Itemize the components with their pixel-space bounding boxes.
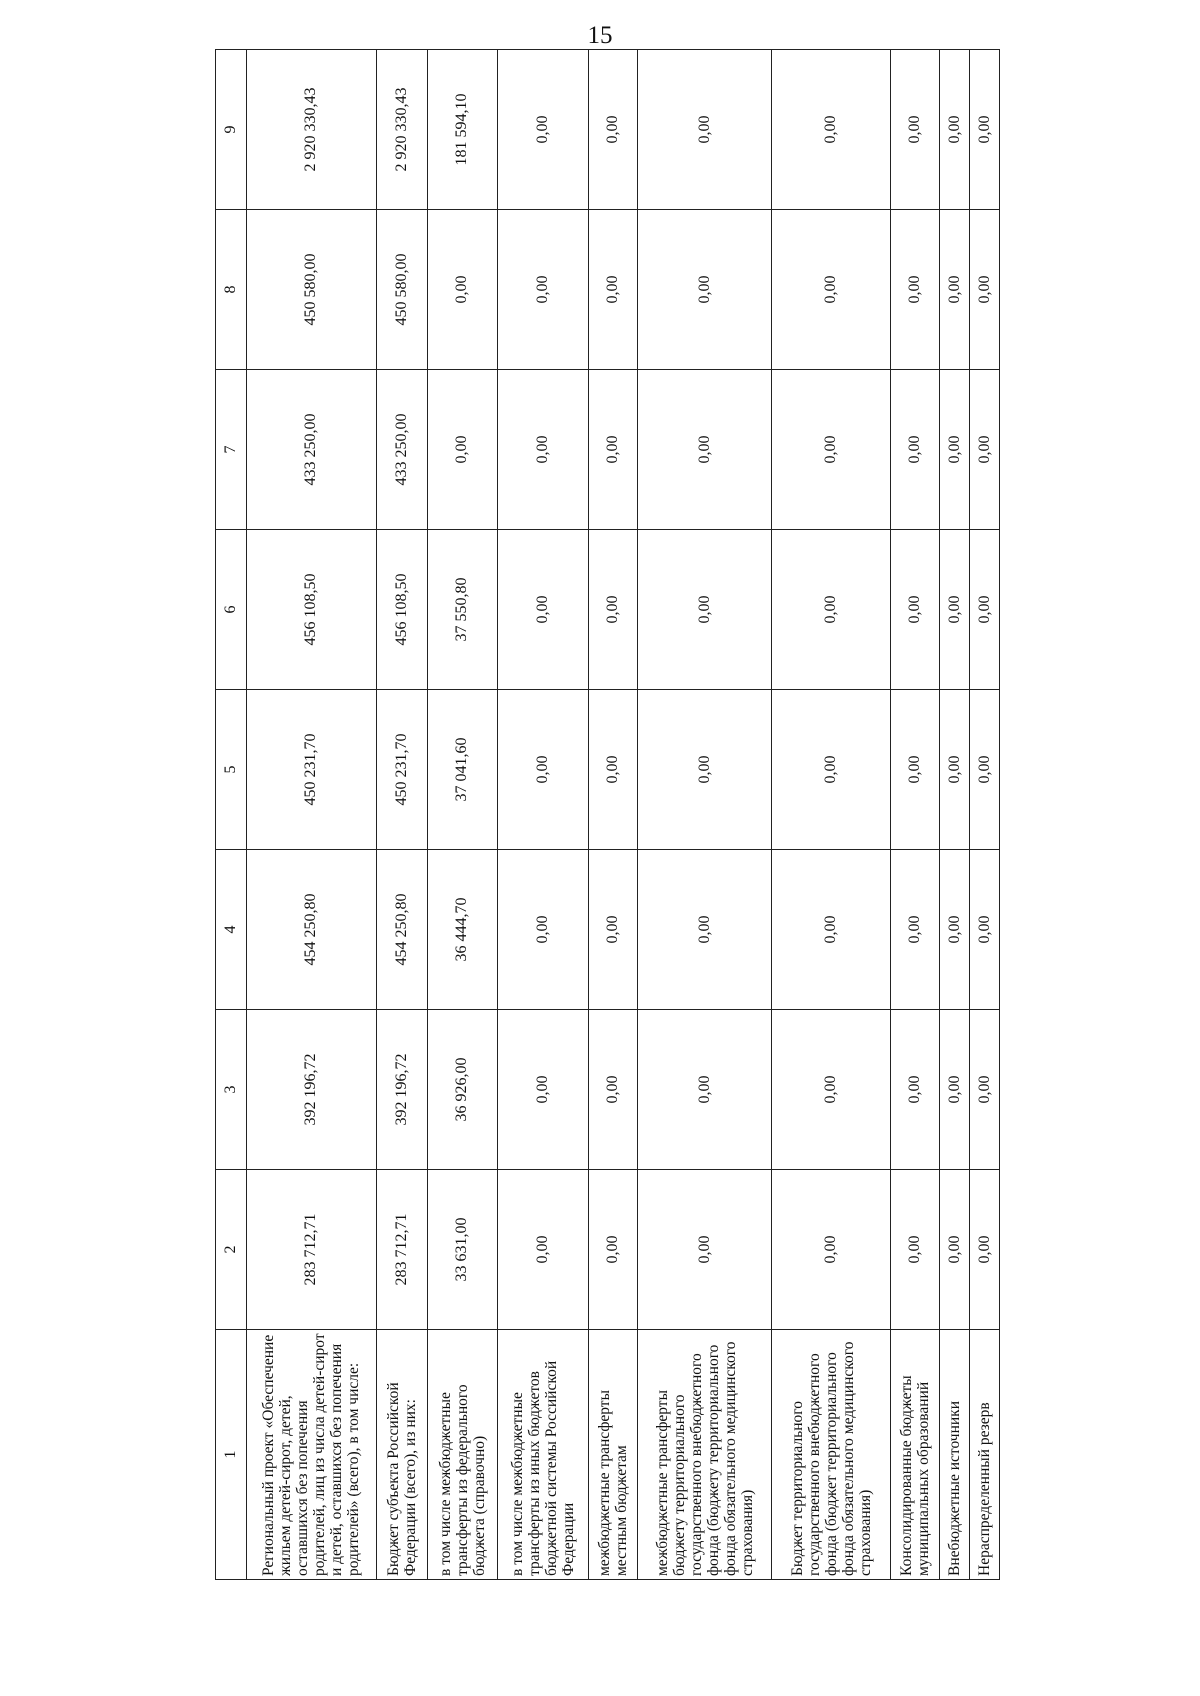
row-label: межбюджетные трансферты местным бюджетам (589, 1330, 638, 1580)
table-cell: 33 631,00 (427, 1170, 497, 1330)
table-cell: 0,00 (970, 370, 1000, 530)
row-label: Региональный проект «Обеспечение жильем детей-сирот, детей, оставшихся без попечения родителей, лиц из числа детей-сирот и детей, оставшихся без попечения родителей» (всего), в том числе: (247, 1330, 377, 1580)
column-header: 7 (216, 370, 247, 530)
table-cell: 181 594,10 (427, 50, 497, 210)
table-cell: 0,00 (589, 690, 638, 850)
table-cell: 0,00 (497, 1010, 588, 1170)
table-cell: 0,00 (427, 370, 497, 530)
table-cell: 0,00 (772, 1170, 891, 1330)
table-row (970, 50, 1000, 1580)
table-cell: 454 250,80 (376, 850, 427, 1010)
table-cell: 0,00 (638, 1170, 772, 1330)
table-cell: 0,00 (638, 690, 772, 850)
table-cell: 0,00 (891, 530, 940, 690)
table-cell: 450 580,00 (376, 210, 427, 370)
rotated-table-container (215, 50, 1000, 1580)
column-header: 1 (216, 1330, 247, 1580)
column-header: 6 (216, 530, 247, 690)
table-cell: 456 108,50 (376, 530, 427, 690)
table-cell: 0,00 (970, 530, 1000, 690)
table-cell: 0,00 (891, 1170, 940, 1330)
table-row (376, 50, 427, 1580)
column-header: 9 (216, 50, 247, 210)
table-row (497, 50, 588, 1580)
page-number: 15 (587, 22, 613, 49)
table-cell: 454 250,80 (247, 850, 377, 1010)
table-cell: 36 926,00 (427, 1010, 497, 1170)
table-cell: 0,00 (497, 370, 588, 530)
table-cell: 0,00 (589, 1010, 638, 1170)
table-cell: 0,00 (940, 210, 970, 370)
row-label: Внебюджетные источники (940, 1330, 970, 1580)
table-cell: 0,00 (772, 1010, 891, 1170)
table-cell: 450 231,70 (247, 690, 377, 850)
table-cell: 0,00 (772, 530, 891, 690)
table-row (772, 50, 891, 1580)
column-header: 4 (216, 850, 247, 1010)
table-cell: 0,00 (940, 370, 970, 530)
budget-table (215, 49, 1000, 1580)
table-row (891, 50, 940, 1580)
table-header-row (216, 50, 247, 1580)
table-cell: 0,00 (638, 210, 772, 370)
table-cell: 283 712,71 (247, 1170, 377, 1330)
row-label: Бюджет субъекта Российской Федерации (всего), из них: (376, 1330, 427, 1580)
table-cell: 433 250,00 (376, 370, 427, 530)
table-cell: 0,00 (497, 690, 588, 850)
table-cell: 0,00 (891, 850, 940, 1010)
table-cell: 0,00 (589, 370, 638, 530)
table-cell: 0,00 (970, 690, 1000, 850)
table-cell: 0,00 (589, 850, 638, 1010)
table-cell: 450 580,00 (247, 210, 377, 370)
row-label: Нераспределенный резерв (970, 1330, 1000, 1580)
table-cell: 0,00 (940, 530, 970, 690)
column-header: 3 (216, 1010, 247, 1170)
table-cell: 0,00 (970, 1010, 1000, 1170)
table-cell: 36 444,70 (427, 850, 497, 1010)
table-cell: 0,00 (940, 1170, 970, 1330)
table-cell: 2 920 330,43 (376, 50, 427, 210)
table-cell: 2 920 330,43 (247, 50, 377, 210)
row-label: Консолидированные бюджеты муниципальных образований (891, 1330, 940, 1580)
table-cell: 0,00 (772, 850, 891, 1010)
row-label: в том числе межбюджетные трансферты из иных бюджетов бюджетной системы Российской Федерации (497, 1330, 588, 1580)
table-cell: 0,00 (427, 210, 497, 370)
table-cell: 0,00 (772, 690, 891, 850)
column-header: 5 (216, 690, 247, 850)
table-cell: 0,00 (940, 1010, 970, 1170)
table-cell: 0,00 (638, 1010, 772, 1170)
table-cell: 0,00 (497, 1170, 588, 1330)
table-cell: 0,00 (970, 850, 1000, 1010)
table-row (940, 50, 970, 1580)
table-cell: 0,00 (589, 1170, 638, 1330)
table-cell: 0,00 (891, 1010, 940, 1170)
table-cell: 0,00 (891, 690, 940, 850)
table-cell: 0,00 (497, 50, 588, 210)
table-cell: 0,00 (940, 50, 970, 210)
column-header: 8 (216, 210, 247, 370)
table-cell: 0,00 (970, 210, 1000, 370)
table-cell: 433 250,00 (247, 370, 377, 530)
table-cell: 456 108,50 (247, 530, 377, 690)
row-label: Бюджет территориального государственного внебюджетного фонда (бюджет территориального фонда обязательного медицинского страхования) (772, 1330, 891, 1580)
table-cell: 392 196,72 (247, 1010, 377, 1170)
table-body (247, 50, 1000, 1580)
table-row (638, 50, 772, 1580)
table-row (427, 50, 497, 1580)
table-cell: 0,00 (940, 690, 970, 850)
table-cell: 0,00 (497, 210, 588, 370)
table-cell: 37 550,80 (427, 530, 497, 690)
table-cell: 0,00 (772, 370, 891, 530)
table-cell: 0,00 (970, 50, 1000, 210)
table-cell: 0,00 (970, 1170, 1000, 1330)
table-cell: 0,00 (891, 370, 940, 530)
table-cell: 0,00 (589, 210, 638, 370)
table-cell: 0,00 (891, 210, 940, 370)
table-cell: 37 041,60 (427, 690, 497, 850)
table-cell: 0,00 (497, 850, 588, 1010)
table-row (589, 50, 638, 1580)
table-cell: 0,00 (772, 50, 891, 210)
table-cell: 450 231,70 (376, 690, 427, 850)
table-cell: 283 712,71 (376, 1170, 427, 1330)
table-cell: 0,00 (940, 850, 970, 1010)
row-label: межбюджетные трансферты бюджету территориального государственного внебюджетного фонда (бюджету территориального фонда обязательного медицинского страхования) (638, 1330, 772, 1580)
table-cell: 392 196,72 (376, 1010, 427, 1170)
table-cell: 0,00 (772, 210, 891, 370)
column-header: 2 (216, 1170, 247, 1330)
table-row (247, 50, 377, 1580)
table-cell: 0,00 (638, 370, 772, 530)
table-cell: 0,00 (589, 530, 638, 690)
table-cell: 0,00 (638, 850, 772, 1010)
table-cell: 0,00 (589, 50, 638, 210)
table-cell: 0,00 (638, 530, 772, 690)
table-cell: 0,00 (638, 50, 772, 210)
row-label: в том числе межбюджетные трансферты из федерального бюджета (справочно) (427, 1330, 497, 1580)
table-cell: 0,00 (891, 50, 940, 210)
table-cell: 0,00 (497, 530, 588, 690)
